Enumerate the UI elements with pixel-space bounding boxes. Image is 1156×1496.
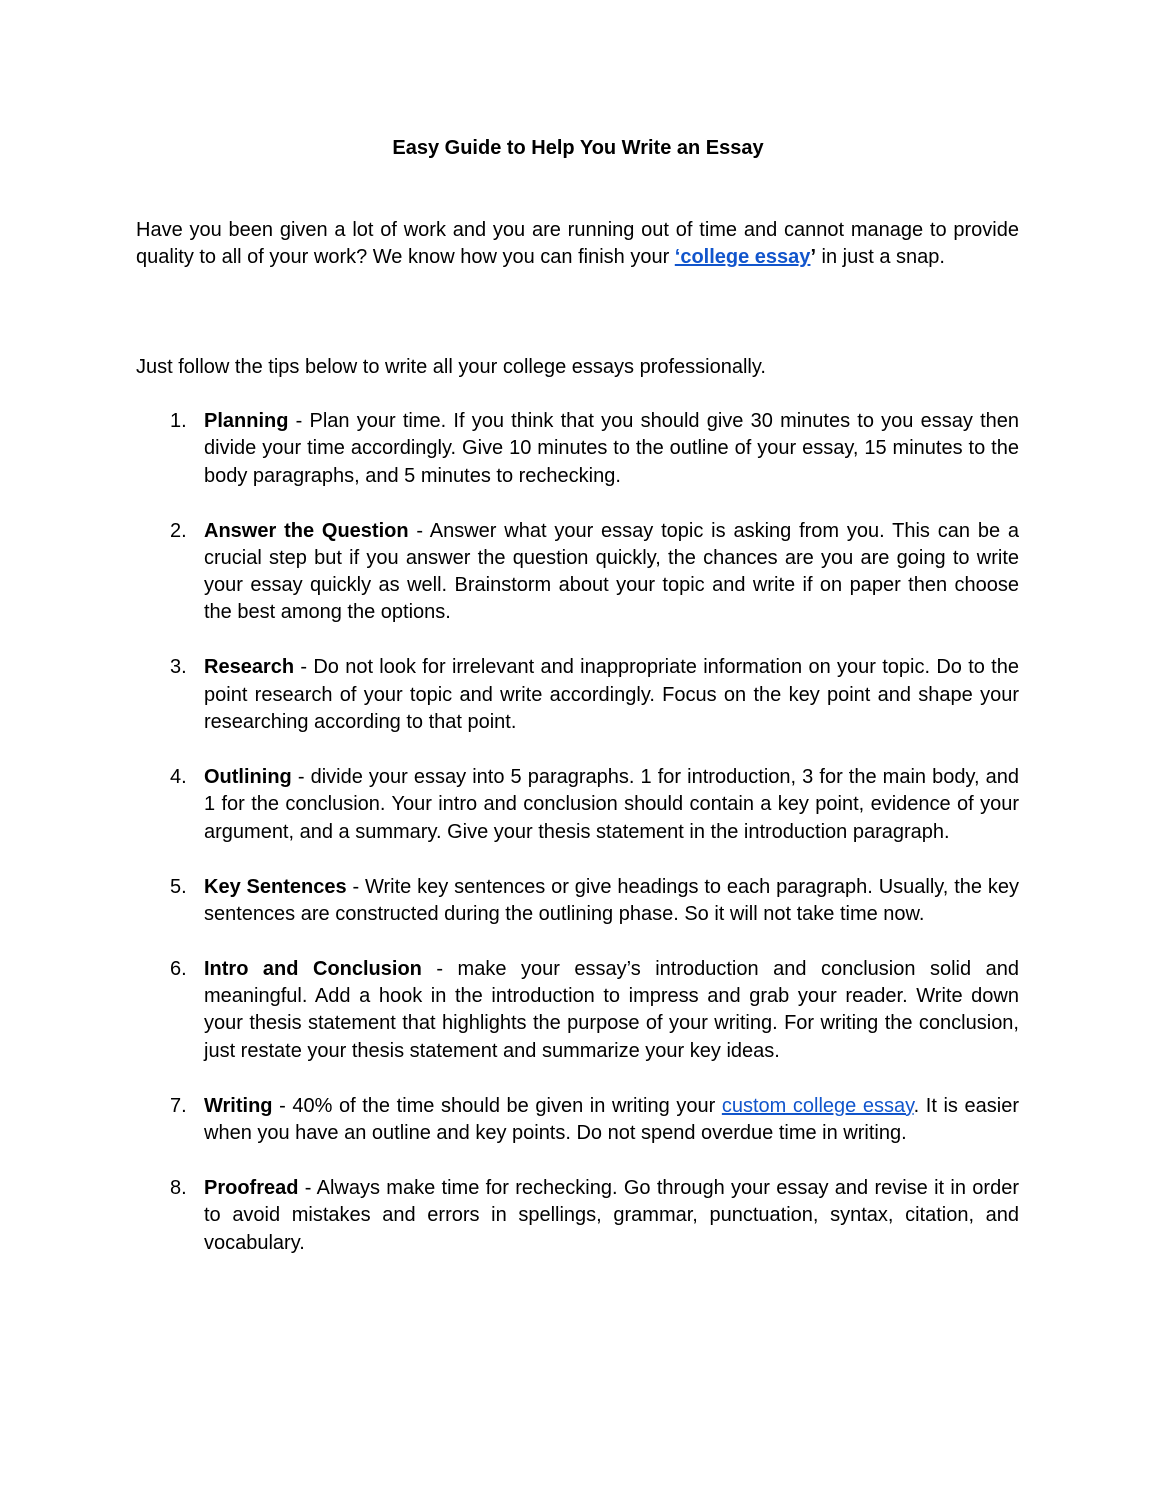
intro-closing-quote: ’ [810, 246, 816, 269]
tip-term: Outlining [204, 766, 292, 789]
tip-text: - Plan your time. If you think that you should give 30 minutes to you essay then divide your time accordingly. Give 10 minutes to the outline of your essay, 15 minutes to the body paragraphs, and 5 minutes to rechecking. [204, 410, 1019, 487]
tip-number: 7. [170, 1094, 187, 1117]
tip-text-before-link: - 40% of the time should be given in writing your [272, 1094, 722, 1117]
tip-item-intro-and-conclusion [136, 956, 1019, 1065]
tip-text: - make your essay’s introduction and conclusion solid and meaningful. Add a hook in the introduction to impress and grab your reader. Write down your thesis statement that highlights the purpose of your writing. For writing the conclusion, just restate your thesis statement and summarize your key ideas. [204, 957, 1019, 1062]
tip-number: 3. [170, 656, 187, 679]
tip-text: - Answer what your essay topic is asking from you. This can be a crucial step but if you answer the question quickly, the chances are you are going to write your essay quickly as well. Brainstorm about your topic and write if on paper then choose the best among the options. [204, 519, 1020, 624]
tip-number: 5. [170, 875, 187, 898]
tip-text: - Write key sentences or give headings to each paragraph. Usually, the key sentences are constructed during the outlining phase. So it will not take time now. [204, 875, 1020, 925]
tip-item-writing [136, 1093, 1019, 1148]
tip-number: 2. [170, 519, 187, 542]
tip-item-outlining [136, 764, 1019, 846]
tip-term: Intro and Conclusion [204, 957, 422, 980]
tip-text: - Do not look for irrelevant and inappropriate information on your topic. Do to the point research of your topic and write accordingly. Focus on the key point and shape your researching according to that point. [204, 656, 1019, 734]
tip-text: - divide your essay into 5 paragraphs. 1 for introduction, 3 for the main body, and 1 for the conclusion. Your intro and conclusion should contain a key point, evidence of your argument, and a summary. Give your thesis statement in the introduction paragraph. [204, 766, 1019, 843]
tips-list [136, 408, 1019, 1285]
document-title: Easy Guide to Help You Write an Essay [392, 137, 764, 159]
tip-term: Proofread [204, 1177, 299, 1200]
intro-text-before-link: Have you been given a lot of work and you are running out of time and cannot manage to provide quality to all of your work? We know how you can finish your [136, 219, 1019, 269]
intro-paragraph [136, 217, 1019, 272]
tip-term: Answer the Question [204, 519, 409, 542]
college-essay-link[interactable]: ‘college essay [674, 246, 811, 269]
tip-term: Writing [204, 1094, 273, 1117]
tip-term: Research [204, 656, 295, 679]
tip-item-proofread [136, 1175, 1019, 1257]
intro-text-after-link: in just a snap. [816, 246, 945, 269]
tip-item-key-sentences [136, 874, 1019, 929]
tip-number: 4. [170, 766, 187, 789]
tip-number: 1. [170, 410, 187, 432]
tip-number: 8. [170, 1177, 187, 1200]
tip-term: Key Sentences [204, 875, 347, 898]
tip-item-research [136, 654, 1019, 736]
tip-number: 6. [170, 957, 187, 980]
tip-item-answer-the-question [136, 518, 1019, 627]
tip-term: Planning [204, 410, 289, 432]
custom-college-essay-link[interactable]: custom college essay [721, 1094, 914, 1117]
tip-text: - Always make time for rechecking. Go through your essay and revise it in order to avoid mistakes and errors in spellings, grammar, punctuation, syntax, citation, and vocabulary. [204, 1177, 1019, 1254]
tip-item-planning [136, 408, 1019, 490]
lead-paragraph: Just follow the tips below to write all your college essays professionally. [136, 356, 766, 378]
tip-text-after-link: . It is easier when you have an outline and key points. Do not spend overdue time in writing. [204, 1094, 1020, 1145]
